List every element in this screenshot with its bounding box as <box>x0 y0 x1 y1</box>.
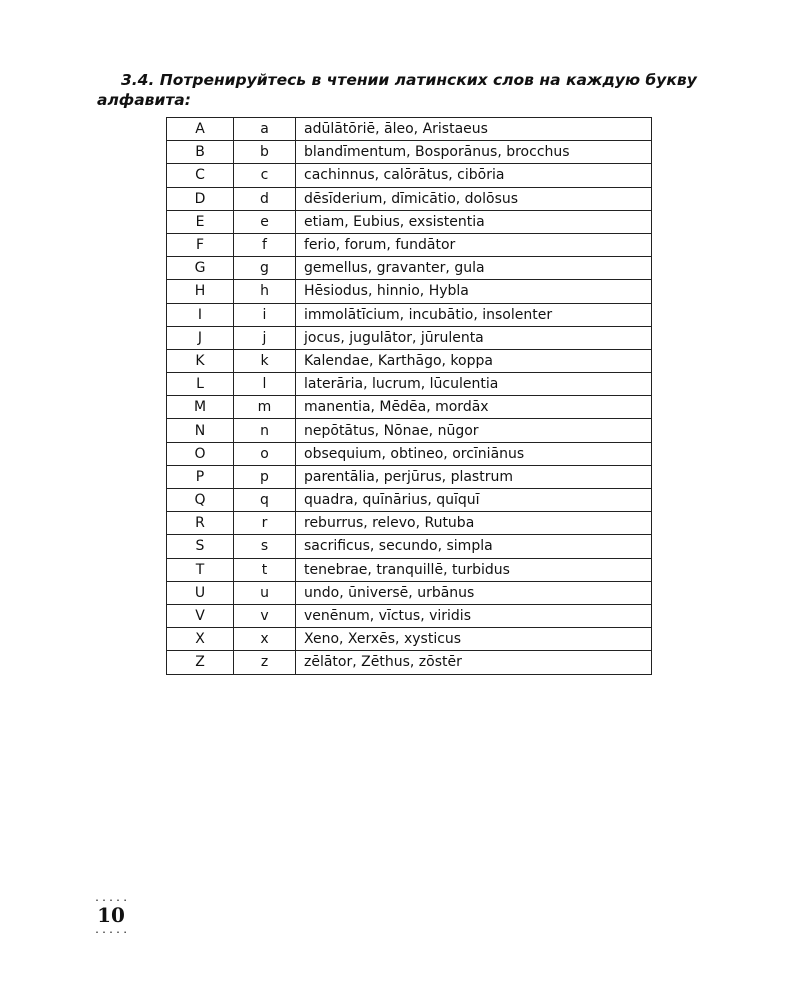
uppercase-letter-cell: Z <box>167 651 234 674</box>
page-number: 10 <box>97 903 125 927</box>
lowercase-letter-cell: x <box>234 628 296 651</box>
table-row <box>167 604 652 627</box>
exercise-number: 3.4. <box>121 71 155 89</box>
table-row <box>167 164 652 187</box>
uppercase-letter-cell: Q <box>167 489 234 512</box>
uppercase-letter-cell: B <box>167 141 234 164</box>
example-words-cell: laterāria, lucrum, lūculentia <box>296 373 652 396</box>
lowercase-letter-cell: g <box>234 257 296 280</box>
table-row <box>167 141 652 164</box>
uppercase-letter-cell: I <box>167 303 234 326</box>
table-row <box>167 558 652 581</box>
alphabet-table-body <box>167 118 652 675</box>
lowercase-letter-cell: i <box>234 303 296 326</box>
uppercase-letter-cell: M <box>167 396 234 419</box>
example-words-cell: manentia, Mēdēa, mordāx <box>296 396 652 419</box>
table-row <box>167 419 652 442</box>
uppercase-letter-cell: F <box>167 233 234 256</box>
uppercase-letter-cell: V <box>167 604 234 627</box>
lowercase-letter-cell: e <box>234 210 296 233</box>
table-row <box>167 257 652 280</box>
example-words-cell: reburrus, relevo, Rutuba <box>296 512 652 535</box>
example-words-cell: Hēsiodus, hinnio, Hybla <box>296 280 652 303</box>
uppercase-letter-cell: J <box>167 326 234 349</box>
lowercase-letter-cell: m <box>234 396 296 419</box>
table-row <box>167 581 652 604</box>
uppercase-letter-cell: G <box>167 257 234 280</box>
example-words-cell: ferio, forum, fundātor <box>296 233 652 256</box>
lowercase-letter-cell: q <box>234 489 296 512</box>
lowercase-letter-cell: k <box>234 349 296 372</box>
table-row <box>167 187 652 210</box>
lowercase-letter-cell: u <box>234 581 296 604</box>
example-words-cell: nepōtātus, Nōnae, nūgor <box>296 419 652 442</box>
example-words-cell: cachinnus, calōrātus, cibōria <box>296 164 652 187</box>
lowercase-letter-cell: r <box>234 512 296 535</box>
lowercase-letter-cell: v <box>234 604 296 627</box>
example-words-cell: immolātīcium, incubātio, insolenter <box>296 303 652 326</box>
table-row <box>167 442 652 465</box>
uppercase-letter-cell: O <box>167 442 234 465</box>
uppercase-letter-cell: E <box>167 210 234 233</box>
example-words-cell: etiam, Eubius, exsistentia <box>296 210 652 233</box>
table-row <box>167 233 652 256</box>
uppercase-letter-cell: S <box>167 535 234 558</box>
exercise-instruction: Потренируйтесь в чтении латинских слов на каждую букву алфавита: <box>97 71 697 109</box>
table-row <box>167 465 652 488</box>
table-row <box>167 349 652 372</box>
uppercase-letter-cell: L <box>167 373 234 396</box>
uppercase-letter-cell: D <box>167 187 234 210</box>
example-words-cell: blandīmentum, Bosporānus, brocchus <box>296 141 652 164</box>
table-row <box>167 489 652 512</box>
table-row <box>167 396 652 419</box>
lowercase-letter-cell: h <box>234 280 296 303</box>
example-words-cell: Kalendae, Karthāgo, koppa <box>296 349 652 372</box>
example-words-cell: zēlātor, Zēthus, zōstēr <box>296 651 652 674</box>
uppercase-letter-cell: H <box>167 280 234 303</box>
example-words-cell: dēsīderium, dīmicātio, dolōsus <box>296 187 652 210</box>
uppercase-letter-cell: K <box>167 349 234 372</box>
table-row <box>167 651 652 674</box>
latin-alphabet-table <box>166 117 652 675</box>
lowercase-letter-cell: b <box>234 141 296 164</box>
lowercase-letter-cell: s <box>234 535 296 558</box>
lowercase-letter-cell: j <box>234 326 296 349</box>
table-row <box>167 628 652 651</box>
uppercase-letter-cell: X <box>167 628 234 651</box>
lowercase-letter-cell: d <box>234 187 296 210</box>
lowercase-letter-cell: l <box>234 373 296 396</box>
table-row <box>167 280 652 303</box>
example-words-cell: undo, ūniversē, urbānus <box>296 581 652 604</box>
lowercase-letter-cell: n <box>234 419 296 442</box>
lowercase-letter-cell: c <box>234 164 296 187</box>
example-words-cell: parentālia, perjūrus, plastrum <box>296 465 652 488</box>
uppercase-letter-cell: T <box>167 558 234 581</box>
uppercase-letter-cell: R <box>167 512 234 535</box>
example-words-cell: obsequium, obtineo, orcīniānus <box>296 442 652 465</box>
uppercase-letter-cell: U <box>167 581 234 604</box>
page-number-dots-top: ..... <box>94 893 130 904</box>
table-row <box>167 118 652 141</box>
lowercase-letter-cell: f <box>234 233 296 256</box>
example-words-cell: Xeno, Xerxēs, xysticus <box>296 628 652 651</box>
example-words-cell: tenebrae, tranquillē, turbidus <box>296 558 652 581</box>
lowercase-letter-cell: p <box>234 465 296 488</box>
table-row <box>167 373 652 396</box>
table-row <box>167 303 652 326</box>
lowercase-letter-cell: o <box>234 442 296 465</box>
lowercase-letter-cell: a <box>234 118 296 141</box>
example-words-cell: venēnum, vīctus, viridis <box>296 604 652 627</box>
lowercase-letter-cell: t <box>234 558 296 581</box>
example-words-cell: gemellus, gravanter, gula <box>296 257 652 280</box>
lowercase-letter-cell: z <box>234 651 296 674</box>
table-row <box>167 535 652 558</box>
example-words-cell: jocus, jugulātor, jūrulenta <box>296 326 652 349</box>
uppercase-letter-cell: C <box>167 164 234 187</box>
page-number-dots-bottom: ..... <box>94 925 130 936</box>
table-row <box>167 512 652 535</box>
uppercase-letter-cell: N <box>167 419 234 442</box>
example-words-cell: quadra, quīnārius, quīquī <box>296 489 652 512</box>
table-row <box>167 326 652 349</box>
exercise-heading <box>97 70 737 110</box>
uppercase-letter-cell: P <box>167 465 234 488</box>
page-number-block <box>94 895 128 935</box>
example-words-cell: adūlātōriē, āleo, Aristaeus <box>296 118 652 141</box>
table-row <box>167 210 652 233</box>
example-words-cell: sacrificus, secundo, simpla <box>296 535 652 558</box>
uppercase-letter-cell: A <box>167 118 234 141</box>
